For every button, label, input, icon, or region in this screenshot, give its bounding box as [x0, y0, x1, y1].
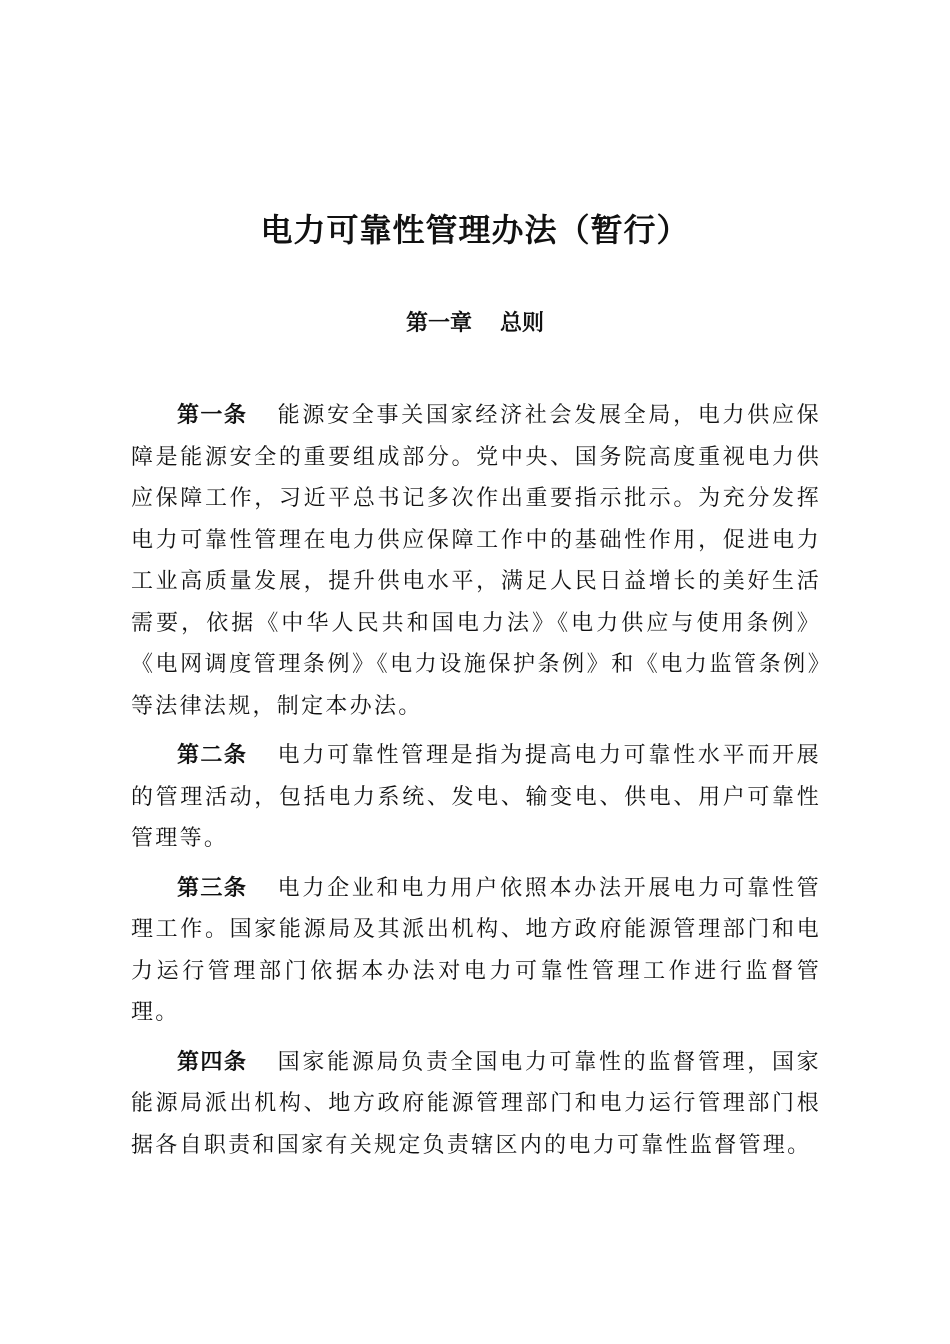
article-3 [131, 868, 821, 1034]
article-2 [131, 735, 821, 860]
article-label: 第四条 [177, 1049, 248, 1075]
chapter-name: 总则 [500, 311, 545, 336]
article-text: 电力企业和电力用户依照本办法开展电力可靠性管理工作。国家能源局及其派出机构、地方政府能源管理部门和电力运行管理部门依据本办法对电力可靠性管理工作进行监督管理。 [131, 875, 821, 1025]
article-1 [131, 395, 821, 727]
article-label: 第三条 [177, 875, 248, 901]
document-title: 电力可靠性管理办法（暂行） [260, 211, 690, 249]
article-4 [131, 1042, 821, 1167]
article-text: 能源安全事关国家经济社会发展全局，电力供应保障是能源安全的重要组成部分。党中央、国务院高度重视电力供应保障工作，习近平总书记多次作出重要指示批示。为充分发挥电力可靠性管理在电力供应保障工作中的基础性作用，促进电力工业高质量发展，提升供电水平，满足人民日益增长的美好生活需要，依据《中华人民共和国电力法》《电力供应与使用条例》《电网调度管理条例》《电力设施保护条例》和《电力监管条例》等法律法规，制定本办法。 [131, 403, 821, 719]
article-label: 第一条 [177, 403, 248, 428]
article-text: 电力可靠性管理是指为提高电力可靠性水平而开展的管理活动，包括电力系统、发电、输变电、供电、用户可靠性管理等。 [131, 743, 821, 851]
article-text: 国家能源局负责全国电力可靠性的监督管理，国家能源局派出机构、地方政府能源管理部门和电力运行管理部门根据各自职责和国家有关规定负责辖区内的电力可靠性监督管理。 [131, 1049, 821, 1158]
chapter-number: 第一章 [405, 311, 472, 336]
article-label: 第二条 [177, 743, 248, 768]
chapter-heading [0, 306, 950, 342]
document-body [131, 395, 821, 1174]
